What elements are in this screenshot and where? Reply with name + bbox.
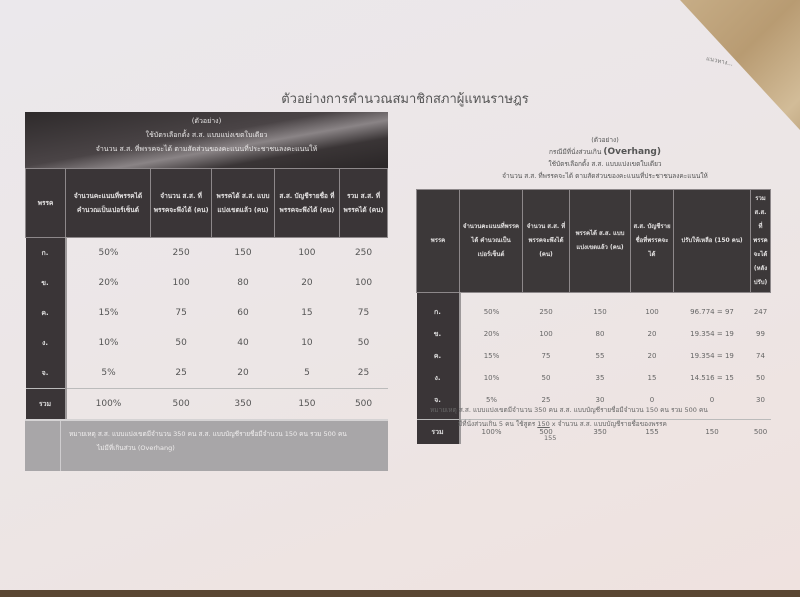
cell: 150 bbox=[234, 248, 252, 258]
cell: 15 bbox=[301, 308, 313, 318]
cell: 155 bbox=[631, 420, 674, 445]
cell: 247 bbox=[753, 308, 768, 316]
table-row bbox=[417, 345, 771, 367]
col-header-party: พรรค bbox=[26, 169, 66, 238]
cell: 55 bbox=[595, 352, 605, 360]
cell: 80 bbox=[237, 278, 249, 288]
table-row bbox=[417, 323, 771, 345]
cell: 25 bbox=[175, 368, 187, 378]
cell: 20 bbox=[647, 330, 657, 338]
col-header-party: พรรค bbox=[417, 190, 460, 293]
formula-numerator: 150 bbox=[537, 420, 550, 428]
col-header-entitled: จำนวน ส.ส. ที่พรรคจะพึงได้ (คน) bbox=[523, 190, 570, 293]
cell: 250 bbox=[539, 308, 553, 316]
cell: 500 bbox=[340, 389, 388, 420]
cell: 80 bbox=[595, 330, 605, 338]
cell: 0 bbox=[649, 396, 655, 404]
header-row bbox=[417, 190, 771, 293]
cell: 10 bbox=[301, 338, 313, 348]
cell: 99 bbox=[756, 330, 765, 338]
left-table-note bbox=[25, 419, 388, 471]
cell: 20 bbox=[647, 352, 657, 360]
table-row bbox=[26, 238, 388, 269]
cell: 35 bbox=[595, 374, 605, 382]
cell: 10% bbox=[98, 338, 119, 348]
right-table-heading bbox=[410, 134, 800, 182]
corner-text: แนวทาง... bbox=[705, 55, 734, 68]
cell: 74 bbox=[756, 352, 765, 360]
cell: 100 bbox=[645, 308, 659, 316]
col-header-district: พรรคได้ ส.ส. แบบแบ่งเขตแล้ว (คน) bbox=[212, 169, 275, 238]
col-header-partylist: ส.ส. บัญชีรายชื่อที่พรรคจะได้ bbox=[631, 190, 674, 293]
party-cell: ง. bbox=[417, 367, 460, 389]
cell: 96.774 = 97 bbox=[690, 308, 734, 316]
party-cell: ข. bbox=[417, 323, 460, 345]
cell: 25 bbox=[357, 368, 370, 378]
banner-line: (ตัวอย่าง) bbox=[191, 117, 222, 125]
left-table-block bbox=[25, 112, 388, 471]
cell: 14.516 = 15 bbox=[690, 374, 734, 382]
heading-line: จำนวน ส.ส. ที่พรรคจะได้ ตามสัดส่วนของคะแนนที่ประชาชนลงคะแนนให้ bbox=[502, 172, 708, 180]
cell: 15 bbox=[647, 374, 657, 382]
party-cell: ค. bbox=[417, 345, 460, 367]
cell: 75 bbox=[357, 308, 370, 318]
table-row bbox=[417, 367, 771, 389]
header-row bbox=[26, 169, 388, 238]
cell: 40 bbox=[237, 338, 249, 348]
table-row bbox=[26, 298, 388, 328]
cell: 19.354 = 19 bbox=[690, 330, 734, 338]
cell: 50 bbox=[756, 374, 765, 382]
total-row bbox=[26, 389, 388, 420]
cell: 100% bbox=[66, 389, 151, 420]
cell: 10% bbox=[483, 374, 500, 382]
party-cell: จ. bbox=[26, 358, 66, 389]
cell: 20 bbox=[301, 278, 313, 288]
cell: 100 bbox=[298, 248, 316, 258]
cell: 30 bbox=[595, 396, 605, 404]
cell: 350 bbox=[570, 420, 631, 445]
cell: 60 bbox=[237, 308, 249, 318]
formula-denominator: 155 bbox=[544, 434, 557, 442]
col-header-percent: จำนวนคะแนนที่พรรคได้ คำนวณเป็นเปอร์เซ็นต์ bbox=[460, 190, 523, 293]
table-row bbox=[26, 358, 388, 389]
party-cell: รวม bbox=[26, 389, 66, 420]
col-header-total: รวม ส.ส. ที่พรรคได้ (คน) bbox=[340, 169, 388, 238]
party-cell: ง. bbox=[26, 328, 66, 358]
heading-line: (ตัวอย่าง) bbox=[591, 136, 619, 144]
heading-line: กรณีมีที่นั่งส่วนเกิน (Overhang) bbox=[549, 147, 661, 157]
cell: 50 bbox=[357, 338, 370, 348]
party-cell: ก. bbox=[417, 301, 460, 323]
left-table-banner bbox=[25, 112, 388, 168]
cell: 500 bbox=[523, 420, 570, 445]
cell: 100 bbox=[539, 330, 553, 338]
party-cell: ข. bbox=[26, 268, 66, 298]
party-cell: ก. bbox=[26, 238, 66, 269]
cell: 19.354 = 19 bbox=[690, 352, 734, 360]
left-table bbox=[25, 168, 388, 419]
note-line: หมายเหตุ ส.ส. แบบแบ่งเขตมีจำนวน 350 คน ส.ส. แบบบัญชีรายชื่อมีจำนวน 150 คน รวม 500 คน bbox=[430, 406, 708, 414]
cell: 500 bbox=[751, 420, 771, 445]
cell: 25 bbox=[541, 396, 551, 404]
cell: 250 bbox=[354, 248, 373, 258]
col-header-percent: จำนวนคะแนนที่พรรคได้ คำนวณเป็นเปอร์เซ็นต์ bbox=[66, 169, 151, 238]
cell: 15% bbox=[483, 352, 500, 360]
cell: 150 bbox=[593, 308, 607, 316]
cell: 20% bbox=[98, 278, 119, 288]
cell: 350 bbox=[212, 389, 275, 420]
page-title: ตัวอย่างการคำนวณสมาชิกสภาผู้แทนราษฎร bbox=[281, 92, 529, 107]
cell: 50 bbox=[175, 338, 187, 348]
cell: 100 bbox=[172, 278, 190, 288]
note-line: หมายเหตุ ส.ส. แบบแบ่งเขตมีจำนวน 350 คน ส.ส. แบบบัญชีรายชื่อมีจำนวน 150 คน รวม 500 คน bbox=[69, 430, 347, 438]
party-cell: รวม bbox=[417, 420, 460, 445]
cell: 250 bbox=[172, 248, 190, 258]
col-header-entitled: จำนวน ส.ส. ที่พรรคจะพึงได้ (คน) bbox=[151, 169, 212, 238]
cell: 100% bbox=[460, 420, 523, 445]
cell: 50% bbox=[98, 248, 119, 258]
party-cell: ค. bbox=[26, 298, 66, 328]
cell: 50% bbox=[483, 308, 500, 316]
cell: 500 bbox=[151, 389, 212, 420]
heading-line: ใช้บัตรเลือกตั้ง ส.ส. แบบแบ่งเขตใบเดียว bbox=[548, 160, 662, 168]
cell: 30 bbox=[756, 396, 765, 404]
col-header-district: พรรคได้ ส.ส. แบบแบ่งเขตแล้ว (คน) bbox=[570, 190, 631, 293]
cell: 20% bbox=[483, 330, 500, 338]
col-header-partylist: ส.ส. บัญชีรายชื่อ ที่พรรคจะพึงได้ (คน) bbox=[274, 169, 339, 238]
right-table-note bbox=[430, 403, 790, 445]
cell: 150 bbox=[274, 389, 339, 420]
cell: 0 bbox=[709, 396, 715, 404]
cell: 150 bbox=[674, 420, 751, 445]
cell: 20 bbox=[237, 368, 249, 378]
col-header-adjusted: ปรับให้เหลือ (150 คน) bbox=[674, 190, 751, 293]
banner-line: จำนวน ส.ส. ที่พรรคจะได้ ตามสัดส่วนของคะแนนที่ประชาชนลงคะแนนให้ bbox=[95, 145, 318, 153]
cell: 50 bbox=[541, 374, 551, 382]
cell: 100 bbox=[354, 278, 373, 288]
cell: 5 bbox=[304, 368, 310, 378]
table-row bbox=[26, 328, 388, 358]
col-header-total: รวม ส.ส. ที่พรรคจะได้ (หลังปรับ) bbox=[751, 190, 771, 293]
banner-line: ใช้บัตรเลือกตั้ง ส.ส. แบบแบ่งเขตใบเดียว bbox=[145, 131, 268, 139]
note-line: มีที่นั่งส่วนเกิน 5 คน ใช้สูตร 150 x จำนวน ส.ส. แบบบัญชีรายชื่อของพรรค bbox=[458, 420, 667, 428]
cell: 5% bbox=[101, 368, 116, 378]
table-row bbox=[26, 268, 388, 298]
cell: 5% bbox=[485, 396, 498, 404]
cell: 75 bbox=[175, 308, 187, 318]
note-line: ไม่มีที่เกินส่วน (Overhang) bbox=[97, 444, 175, 452]
cell: 75 bbox=[541, 352, 551, 360]
cell: 15% bbox=[98, 308, 119, 318]
party-cell: จ. bbox=[417, 389, 460, 411]
table-row bbox=[417, 301, 771, 323]
